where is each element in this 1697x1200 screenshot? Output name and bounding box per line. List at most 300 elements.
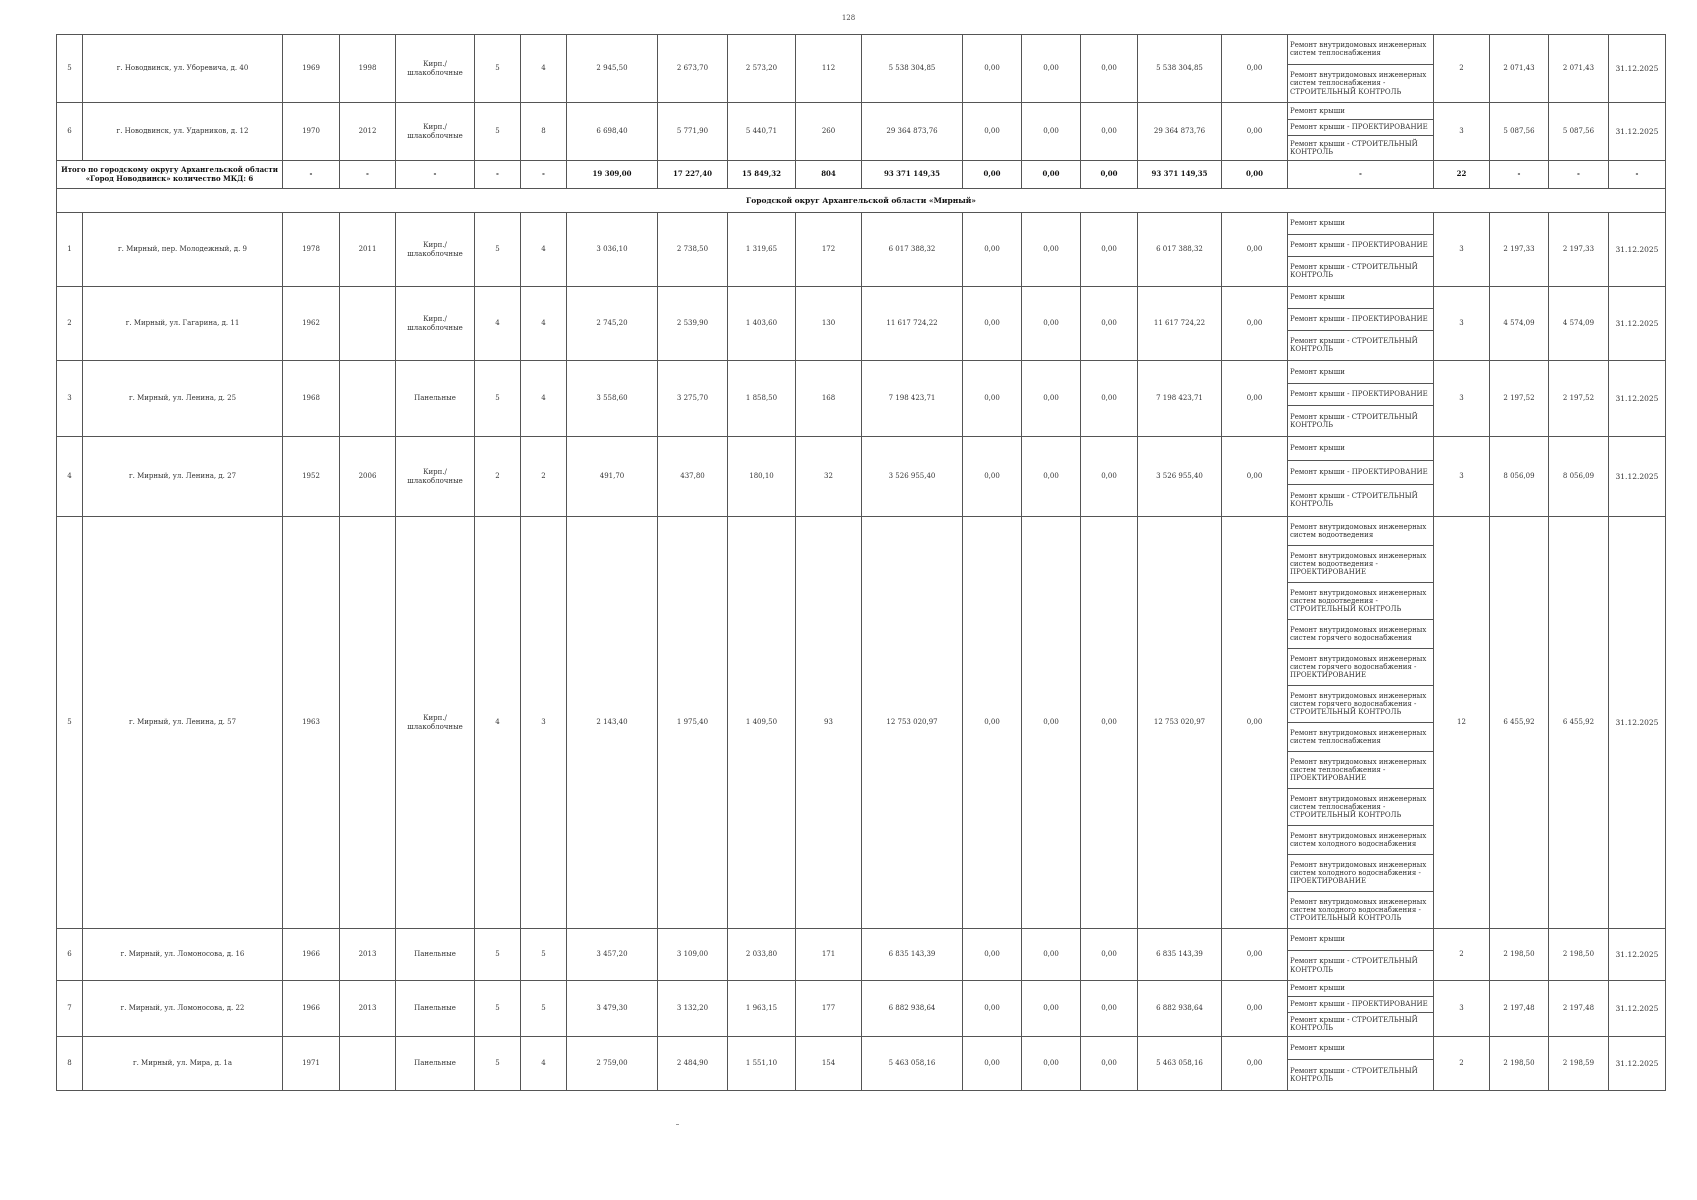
cost-own-cell: 11 617 724,22 bbox=[1138, 287, 1222, 361]
work-item-label: Ремонт крыши - СТРОИТЕЛЬНЫЙ КОНТРОЛЬ bbox=[1290, 957, 1418, 974]
work-item bbox=[1288, 1037, 1433, 1060]
table-row bbox=[57, 35, 1666, 103]
max-cost-cell: 2 071,43 bbox=[1549, 35, 1609, 103]
area-total-cell: 2 945,50 bbox=[567, 35, 658, 103]
wall-material-cell: Панельные bbox=[396, 361, 475, 437]
works-cell bbox=[1288, 361, 1434, 437]
total-area-total: 19 309,00 bbox=[567, 161, 658, 189]
work-item bbox=[1288, 789, 1433, 826]
unit-cost-cell: 2 197,48 bbox=[1490, 981, 1549, 1037]
works-count-cell: 2 bbox=[1434, 35, 1490, 103]
year-built-cell: 1952 bbox=[283, 437, 340, 517]
residents-cell: 168 bbox=[796, 361, 862, 437]
entrances-cell: 4 bbox=[521, 287, 567, 361]
floors-cell: 4 bbox=[475, 287, 521, 361]
cost-other-cell: 0,00 bbox=[1222, 981, 1288, 1037]
floors-cell: 5 bbox=[475, 1037, 521, 1091]
entrances-cell: 5 bbox=[521, 981, 567, 1037]
total-dash: - bbox=[475, 161, 521, 189]
cost-reg-cell: 0,00 bbox=[1022, 361, 1081, 437]
works-list bbox=[1288, 213, 1433, 286]
work-item bbox=[1288, 384, 1433, 407]
work-item bbox=[1288, 723, 1433, 752]
unit-cost-cell: 2 198,50 bbox=[1490, 1037, 1549, 1091]
total-area-rooms: 17 227,40 bbox=[658, 161, 728, 189]
residents-cell: 32 bbox=[796, 437, 862, 517]
cost-mun-cell: 0,00 bbox=[1081, 437, 1138, 517]
year-overhaul-cell: 1998 bbox=[340, 35, 396, 103]
entrances-cell: 3 bbox=[521, 517, 567, 929]
year-built-cell: 1966 bbox=[283, 981, 340, 1037]
work-item bbox=[1288, 461, 1433, 485]
area-total-cell: 6 698,40 bbox=[567, 103, 658, 161]
total-dash: - bbox=[1288, 161, 1434, 189]
floors-cell: 4 bbox=[475, 517, 521, 929]
table-row bbox=[57, 981, 1666, 1037]
works-cell bbox=[1288, 929, 1434, 981]
total-residents: 804 bbox=[796, 161, 862, 189]
work-item bbox=[1288, 752, 1433, 789]
work-item-label: Ремонт крыши - СТРОИТЕЛЬНЫЙ КОНТРОЛЬ bbox=[1290, 1016, 1418, 1033]
total-cost-mun: 0,00 bbox=[1081, 161, 1138, 189]
works-cell bbox=[1288, 1037, 1434, 1091]
work-item-label: Ремонт внутридомовых инженерных систем холодного водоснабжения - СТРОИТЕЛЬНЫЙ КОНТРОЛЬ bbox=[1290, 897, 1427, 923]
max-cost-cell: 2 197,52 bbox=[1549, 361, 1609, 437]
works-cell bbox=[1288, 437, 1434, 517]
year-built-cell: 1970 bbox=[283, 103, 340, 161]
cost-own-cell: 3 526 955,40 bbox=[1138, 437, 1222, 517]
total-cost-other: 0,00 bbox=[1222, 161, 1288, 189]
cost-fed-cell: 0,00 bbox=[963, 287, 1022, 361]
floors-cell: 5 bbox=[475, 981, 521, 1037]
total-cost: 93 371 149,35 bbox=[862, 161, 963, 189]
work-item bbox=[1288, 437, 1433, 461]
work-item-label: Ремонт крыши bbox=[1290, 1043, 1345, 1052]
table-body-total bbox=[57, 161, 1666, 213]
total-dash: - bbox=[1609, 161, 1666, 189]
max-cost-cell: 2 198,50 bbox=[1549, 929, 1609, 981]
work-item bbox=[1288, 213, 1433, 235]
works-list bbox=[1288, 1037, 1433, 1090]
row-number: 1 bbox=[57, 213, 83, 287]
cost-total-cell: 11 617 724,22 bbox=[862, 287, 963, 361]
work-item bbox=[1288, 103, 1433, 120]
work-item-label: Ремонт крыши bbox=[1290, 219, 1345, 228]
work-item-label: Ремонт крыши - ПРОЕКТИРОВАНИЕ bbox=[1290, 468, 1428, 477]
work-item bbox=[1288, 546, 1433, 583]
work-item bbox=[1288, 929, 1433, 951]
cost-other-cell: 0,00 bbox=[1222, 437, 1288, 517]
work-item bbox=[1288, 855, 1433, 892]
work-item-label: Ремонт внутридомовых инженерных систем горячего водоснабжения - ПРОЕКТИРОВАНИЕ bbox=[1290, 654, 1427, 679]
work-item-label: Ремонт внутридомовых инженерных систем холодного водоснабжения bbox=[1290, 831, 1427, 848]
year-overhaul-cell bbox=[340, 361, 396, 437]
work-item-label: Ремонт внутридомовых инженерных систем теплоснабжения - СТРОИТЕЛЬНЫЙ КОНТРОЛЬ bbox=[1290, 794, 1427, 820]
works-cell bbox=[1288, 35, 1434, 103]
cost-mun-cell: 0,00 bbox=[1081, 361, 1138, 437]
cost-own-cell: 12 753 020,97 bbox=[1138, 517, 1222, 929]
residents-cell: 177 bbox=[796, 981, 862, 1037]
year-overhaul-cell bbox=[340, 1037, 396, 1091]
cost-total-cell: 12 753 020,97 bbox=[862, 517, 963, 929]
table-row bbox=[57, 437, 1666, 517]
entrances-cell: 4 bbox=[521, 35, 567, 103]
floors-cell: 5 bbox=[475, 361, 521, 437]
work-item bbox=[1288, 331, 1433, 360]
work-item bbox=[1288, 406, 1433, 436]
year-built-cell: 1962 bbox=[283, 287, 340, 361]
page-number: 128 bbox=[841, 14, 856, 22]
address-cell: г. Мирный, ул. Ленина, д. 27 bbox=[83, 437, 283, 517]
wall-material-cell: Панельные bbox=[396, 1037, 475, 1091]
cost-total-cell: 6 017 388,32 bbox=[862, 213, 963, 287]
cost-mun-cell: 0,00 bbox=[1081, 287, 1138, 361]
cost-other-cell: 0,00 bbox=[1222, 213, 1288, 287]
cost-mun-cell: 0,00 bbox=[1081, 103, 1138, 161]
area-living-cell: 2 573,20 bbox=[728, 35, 796, 103]
deadline-cell: 31.12.2025 bbox=[1609, 103, 1666, 161]
area-total-cell: 3 036,10 bbox=[567, 213, 658, 287]
cost-total-cell: 5 463 058,16 bbox=[862, 1037, 963, 1091]
table-row bbox=[57, 213, 1666, 287]
work-item-label: Ремонт внутридомовых инженерных систем теплоснабжения - СТРОИТЕЛЬНЫЙ КОНТРОЛЬ bbox=[1290, 71, 1427, 96]
total-dash: - bbox=[283, 161, 340, 189]
cost-own-cell: 5 538 304,85 bbox=[1138, 35, 1222, 103]
area-total-cell: 3 457,20 bbox=[567, 929, 658, 981]
works-count-cell: 2 bbox=[1434, 1037, 1490, 1091]
works-count-cell: 3 bbox=[1434, 287, 1490, 361]
max-cost-cell: 2 198,59 bbox=[1549, 1037, 1609, 1091]
area-rooms-cell: 3 132,20 bbox=[658, 981, 728, 1037]
floors-cell: 5 bbox=[475, 35, 521, 103]
work-item bbox=[1288, 620, 1433, 649]
total-dash: - bbox=[1490, 161, 1549, 189]
works-cell bbox=[1288, 287, 1434, 361]
row-number: 7 bbox=[57, 981, 83, 1037]
work-item bbox=[1288, 686, 1433, 723]
area-rooms-cell: 3 109,00 bbox=[658, 929, 728, 981]
area-living-cell: 1 963,15 bbox=[728, 981, 796, 1037]
deadline-cell: 31.12.2025 bbox=[1609, 35, 1666, 103]
unit-cost-cell: 4 574,09 bbox=[1490, 287, 1549, 361]
table-body-novodvinsk bbox=[57, 35, 1666, 161]
overhaul-table bbox=[56, 34, 1666, 1091]
residents-cell: 171 bbox=[796, 929, 862, 981]
unit-cost-cell: 5 087,56 bbox=[1490, 103, 1549, 161]
cost-fed-cell: 0,00 bbox=[963, 981, 1022, 1037]
work-item-label: Ремонт крыши bbox=[1290, 106, 1345, 115]
works-count-cell: 3 bbox=[1434, 361, 1490, 437]
total-dash: - bbox=[521, 161, 567, 189]
work-item-label: Ремонт внутридомовых инженерных систем холодного водоснабжения - ПРОЕКТИРОВАНИЕ bbox=[1290, 860, 1427, 885]
year-built-cell: 1966 bbox=[283, 929, 340, 981]
total-cost-own: 93 371 149,35 bbox=[1138, 161, 1222, 189]
residents-cell: 172 bbox=[796, 213, 862, 287]
area-living-cell: 180,10 bbox=[728, 437, 796, 517]
work-item bbox=[1288, 485, 1433, 516]
year-built-cell: 1978 bbox=[283, 213, 340, 287]
cost-total-cell: 6 882 938,64 bbox=[862, 981, 963, 1037]
section-title: Городской округ Архангельской области «Мирный» bbox=[57, 189, 1666, 213]
floors-cell: 5 bbox=[475, 103, 521, 161]
work-item bbox=[1288, 309, 1433, 331]
year-overhaul-cell: 2012 bbox=[340, 103, 396, 161]
year-overhaul-cell bbox=[340, 287, 396, 361]
max-cost-cell: 6 455,92 bbox=[1549, 517, 1609, 929]
work-item-label: Ремонт крыши - СТРОИТЕЛЬНЫЙ КОНТРОЛЬ bbox=[1290, 263, 1418, 280]
year-overhaul-cell bbox=[340, 517, 396, 929]
wall-material-cell: Кирп./ шлакоблочные bbox=[396, 35, 475, 103]
cost-own-cell: 7 198 423,71 bbox=[1138, 361, 1222, 437]
year-overhaul-cell: 2013 bbox=[340, 981, 396, 1037]
cost-own-cell: 5 463 058,16 bbox=[1138, 1037, 1222, 1091]
address-cell: г. Мирный, пер. Молодежный, д. 9 bbox=[83, 213, 283, 287]
work-item bbox=[1288, 951, 1433, 980]
table-row bbox=[57, 361, 1666, 437]
unit-cost-cell: 2 197,33 bbox=[1490, 213, 1549, 287]
area-rooms-cell: 1 975,40 bbox=[658, 517, 728, 929]
cost-reg-cell: 0,00 bbox=[1022, 35, 1081, 103]
table-body-mirny bbox=[57, 213, 1666, 1091]
work-item bbox=[1288, 361, 1433, 384]
work-item-label: Ремонт крыши - ПРОЕКТИРОВАНИЕ bbox=[1290, 241, 1428, 250]
max-cost-cell: 5 087,56 bbox=[1549, 103, 1609, 161]
address-cell: г. Мирный, ул. Гагарина, д. 11 bbox=[83, 287, 283, 361]
cost-fed-cell: 0,00 bbox=[963, 437, 1022, 517]
work-item-label: Ремонт крыши bbox=[1290, 293, 1345, 302]
cost-own-cell: 29 364 873,76 bbox=[1138, 103, 1222, 161]
cost-total-cell: 29 364 873,76 bbox=[862, 103, 963, 161]
cost-fed-cell: 0,00 bbox=[963, 35, 1022, 103]
cost-other-cell: 0,00 bbox=[1222, 1037, 1288, 1091]
work-item bbox=[1288, 136, 1433, 160]
deadline-cell: 31.12.2025 bbox=[1609, 517, 1666, 929]
work-item-label: Ремонт крыши bbox=[1290, 935, 1345, 944]
year-overhaul-cell: 2013 bbox=[340, 929, 396, 981]
work-item-label: Ремонт внутридомовых инженерных систем водоотведения - ПРОЕКТИРОВАНИЕ bbox=[1290, 551, 1427, 576]
unit-cost-cell: 2 071,43 bbox=[1490, 35, 1549, 103]
wall-material-cell: Кирп./ шлакоблочные bbox=[396, 517, 475, 929]
cost-other-cell: 0,00 bbox=[1222, 287, 1288, 361]
work-item bbox=[1288, 892, 1433, 928]
total-dash: - bbox=[1549, 161, 1609, 189]
address-cell: г. Мирный, ул. Ломоносова, д. 16 bbox=[83, 929, 283, 981]
residents-cell: 154 bbox=[796, 1037, 862, 1091]
max-cost-cell: 2 197,48 bbox=[1549, 981, 1609, 1037]
wall-material-cell: Кирп./ шлакоблочные bbox=[396, 287, 475, 361]
works-list bbox=[1288, 35, 1433, 102]
section-row bbox=[57, 189, 1666, 213]
work-item-label: Ремонт крыши bbox=[1290, 444, 1345, 453]
total-dash: - bbox=[396, 161, 475, 189]
works-list bbox=[1288, 437, 1433, 516]
cost-reg-cell: 0,00 bbox=[1022, 981, 1081, 1037]
wall-material-cell: Панельные bbox=[396, 981, 475, 1037]
deadline-cell: 31.12.2025 bbox=[1609, 1037, 1666, 1091]
work-item bbox=[1288, 517, 1433, 546]
unit-cost-cell: 2 198,50 bbox=[1490, 929, 1549, 981]
table-row bbox=[57, 1037, 1666, 1091]
work-item bbox=[1288, 1060, 1433, 1090]
total-dash: - bbox=[340, 161, 396, 189]
works-cell bbox=[1288, 981, 1434, 1037]
wall-material-cell: Кирп./ шлакоблочные bbox=[396, 103, 475, 161]
cost-own-cell: 6 882 938,64 bbox=[1138, 981, 1222, 1037]
works-count-cell: 3 bbox=[1434, 103, 1490, 161]
entrances-cell: 2 bbox=[521, 437, 567, 517]
cost-mun-cell: 0,00 bbox=[1081, 929, 1138, 981]
cost-reg-cell: 0,00 bbox=[1022, 517, 1081, 929]
deadline-cell: 31.12.2025 bbox=[1609, 287, 1666, 361]
work-item bbox=[1288, 649, 1433, 686]
area-total-cell: 491,70 bbox=[567, 437, 658, 517]
row-number: 2 bbox=[57, 287, 83, 361]
cost-reg-cell: 0,00 bbox=[1022, 287, 1081, 361]
work-item-label: Ремонт крыши - ПРОЕКТИРОВАНИЕ bbox=[1290, 390, 1428, 399]
cost-reg-cell: 0,00 bbox=[1022, 213, 1081, 287]
area-total-cell: 3 558,60 bbox=[567, 361, 658, 437]
total-area-living: 15 849,32 bbox=[728, 161, 796, 189]
work-item bbox=[1288, 1013, 1433, 1036]
cost-fed-cell: 0,00 bbox=[963, 213, 1022, 287]
works-count-cell: 2 bbox=[1434, 929, 1490, 981]
entrances-cell: 8 bbox=[521, 103, 567, 161]
works-list bbox=[1288, 929, 1433, 980]
entrances-cell: 5 bbox=[521, 929, 567, 981]
scan-mark bbox=[676, 1124, 679, 1125]
cost-reg-cell: 0,00 bbox=[1022, 437, 1081, 517]
year-overhaul-cell: 2006 bbox=[340, 437, 396, 517]
cost-own-cell: 6 017 388,32 bbox=[1138, 213, 1222, 287]
work-item-label: Ремонт крыши - СТРОИТЕЛЬНЫЙ КОНТРОЛЬ bbox=[1290, 492, 1418, 509]
residents-cell: 93 bbox=[796, 517, 862, 929]
work-item-label: Ремонт внутридомовых инженерных систем водоотведения bbox=[1290, 522, 1427, 539]
cost-total-cell: 3 526 955,40 bbox=[862, 437, 963, 517]
works-list bbox=[1288, 361, 1433, 436]
cost-reg-cell: 0,00 bbox=[1022, 103, 1081, 161]
area-living-cell: 1 858,50 bbox=[728, 361, 796, 437]
address-cell: г. Мирный, ул. Ломоносова, д. 22 bbox=[83, 981, 283, 1037]
work-item-label: Ремонт крыши bbox=[1290, 984, 1345, 993]
row-number: 8 bbox=[57, 1037, 83, 1091]
cost-other-cell: 0,00 bbox=[1222, 361, 1288, 437]
max-cost-cell: 4 574,09 bbox=[1549, 287, 1609, 361]
year-overhaul-cell: 2011 bbox=[340, 213, 396, 287]
row-number: 5 bbox=[57, 517, 83, 929]
wall-material-cell: Кирп./ шлакоблочные bbox=[396, 437, 475, 517]
residents-cell: 260 bbox=[796, 103, 862, 161]
table-row bbox=[57, 287, 1666, 361]
work-item-label: Ремонт внутридомовых инженерных систем теплоснабжения bbox=[1290, 728, 1427, 745]
cost-reg-cell: 0,00 bbox=[1022, 1037, 1081, 1091]
work-item bbox=[1288, 287, 1433, 309]
wall-material-cell: Кирп./ шлакоблочные bbox=[396, 213, 475, 287]
work-item-label: Ремонт крыши - ПРОЕКТИРОВАНИЕ bbox=[1290, 123, 1428, 132]
residents-cell: 130 bbox=[796, 287, 862, 361]
works-list bbox=[1288, 287, 1433, 360]
work-item-label: Ремонт крыши - ПРОЕКТИРОВАНИЕ bbox=[1290, 315, 1428, 324]
area-living-cell: 1 409,50 bbox=[728, 517, 796, 929]
floors-cell: 5 bbox=[475, 213, 521, 287]
residents-cell: 112 bbox=[796, 35, 862, 103]
work-item-label: Ремонт крыши - СТРОИТЕЛЬНЫЙ КОНТРОЛЬ bbox=[1290, 413, 1418, 430]
entrances-cell: 4 bbox=[521, 1037, 567, 1091]
unit-cost-cell: 8 056,09 bbox=[1490, 437, 1549, 517]
work-item-label: Ремонт внутридомовых инженерных систем теплоснабжения bbox=[1290, 41, 1427, 58]
deadline-cell: 31.12.2025 bbox=[1609, 437, 1666, 517]
works-list bbox=[1288, 517, 1433, 928]
area-living-cell: 2 033,80 bbox=[728, 929, 796, 981]
cost-fed-cell: 0,00 bbox=[963, 103, 1022, 161]
area-total-cell: 2 143,40 bbox=[567, 517, 658, 929]
total-works-count: 22 bbox=[1434, 161, 1490, 189]
work-item-label: Ремонт внутридомовых инженерных систем теплоснабжения - ПРОЕКТИРОВАНИЕ bbox=[1290, 757, 1427, 782]
area-rooms-cell: 437,80 bbox=[658, 437, 728, 517]
address-cell: г. Мирный, ул. Ленина, д. 57 bbox=[83, 517, 283, 929]
works-list bbox=[1288, 981, 1433, 1036]
wall-material-cell: Панельные bbox=[396, 929, 475, 981]
area-rooms-cell: 3 275,70 bbox=[658, 361, 728, 437]
year-built-cell: 1963 bbox=[283, 517, 340, 929]
area-rooms-cell: 2 738,50 bbox=[658, 213, 728, 287]
year-built-cell: 1968 bbox=[283, 361, 340, 437]
cost-fed-cell: 0,00 bbox=[963, 361, 1022, 437]
works-count-cell: 3 bbox=[1434, 213, 1490, 287]
unit-cost-cell: 6 455,92 bbox=[1490, 517, 1549, 929]
area-rooms-cell: 2 539,90 bbox=[658, 287, 728, 361]
work-item bbox=[1288, 257, 1433, 286]
work-item bbox=[1288, 997, 1433, 1013]
year-built-cell: 1971 bbox=[283, 1037, 340, 1091]
area-rooms-cell: 2 484,90 bbox=[658, 1037, 728, 1091]
table-row bbox=[57, 103, 1666, 161]
total-row bbox=[57, 161, 1666, 189]
work-item-label: Ремонт крыши - СТРОИТЕЛЬНЫЙ КОНТРОЛЬ bbox=[1290, 1066, 1418, 1083]
work-item-label: Ремонт крыши - СТРОИТЕЛЬНЫЙ КОНТРОЛЬ bbox=[1290, 337, 1418, 354]
area-rooms-cell: 2 673,70 bbox=[658, 35, 728, 103]
total-cost-reg: 0,00 bbox=[1022, 161, 1081, 189]
cost-reg-cell: 0,00 bbox=[1022, 929, 1081, 981]
area-total-cell: 2 759,00 bbox=[567, 1037, 658, 1091]
cost-total-cell: 5 538 304,85 bbox=[862, 35, 963, 103]
address-cell: г. Мирный, ул. Мира, д. 1а bbox=[83, 1037, 283, 1091]
cost-other-cell: 0,00 bbox=[1222, 929, 1288, 981]
total-label: Итого по городскому округу Архангельской области «Город Новодвинск» количество МКД: 6 bbox=[57, 161, 283, 189]
total-cost-fed: 0,00 bbox=[963, 161, 1022, 189]
area-total-cell: 3 479,30 bbox=[567, 981, 658, 1037]
works-cell bbox=[1288, 103, 1434, 161]
address-cell: г. Новодвинск, ул. Ударников, д. 12 bbox=[83, 103, 283, 161]
deadline-cell: 31.12.2025 bbox=[1609, 929, 1666, 981]
row-number: 3 bbox=[57, 361, 83, 437]
entrances-cell: 4 bbox=[521, 361, 567, 437]
area-living-cell: 5 440,71 bbox=[728, 103, 796, 161]
works-count-cell: 12 bbox=[1434, 517, 1490, 929]
cost-own-cell: 6 835 143,39 bbox=[1138, 929, 1222, 981]
work-item-label: Ремонт внутридомовых инженерных систем горячего водоснабжения - СТРОИТЕЛЬНЫЙ КОНТРОЛЬ bbox=[1290, 691, 1427, 717]
work-item-label: Ремонт внутридомовых инженерных систем водоотведения - СТРОИТЕЛЬНЫЙ КОНТРОЛЬ bbox=[1290, 588, 1427, 614]
works-count-cell: 3 bbox=[1434, 981, 1490, 1037]
floors-cell: 2 bbox=[475, 437, 521, 517]
area-total-cell: 2 745,20 bbox=[567, 287, 658, 361]
work-item bbox=[1288, 981, 1433, 997]
deadline-cell: 31.12.2025 bbox=[1609, 981, 1666, 1037]
address-cell: г. Мирный, ул. Ленина, д. 25 bbox=[83, 361, 283, 437]
row-number: 6 bbox=[57, 929, 83, 981]
area-living-cell: 1 403,60 bbox=[728, 287, 796, 361]
cost-mun-cell: 0,00 bbox=[1081, 35, 1138, 103]
work-item bbox=[1288, 826, 1433, 855]
